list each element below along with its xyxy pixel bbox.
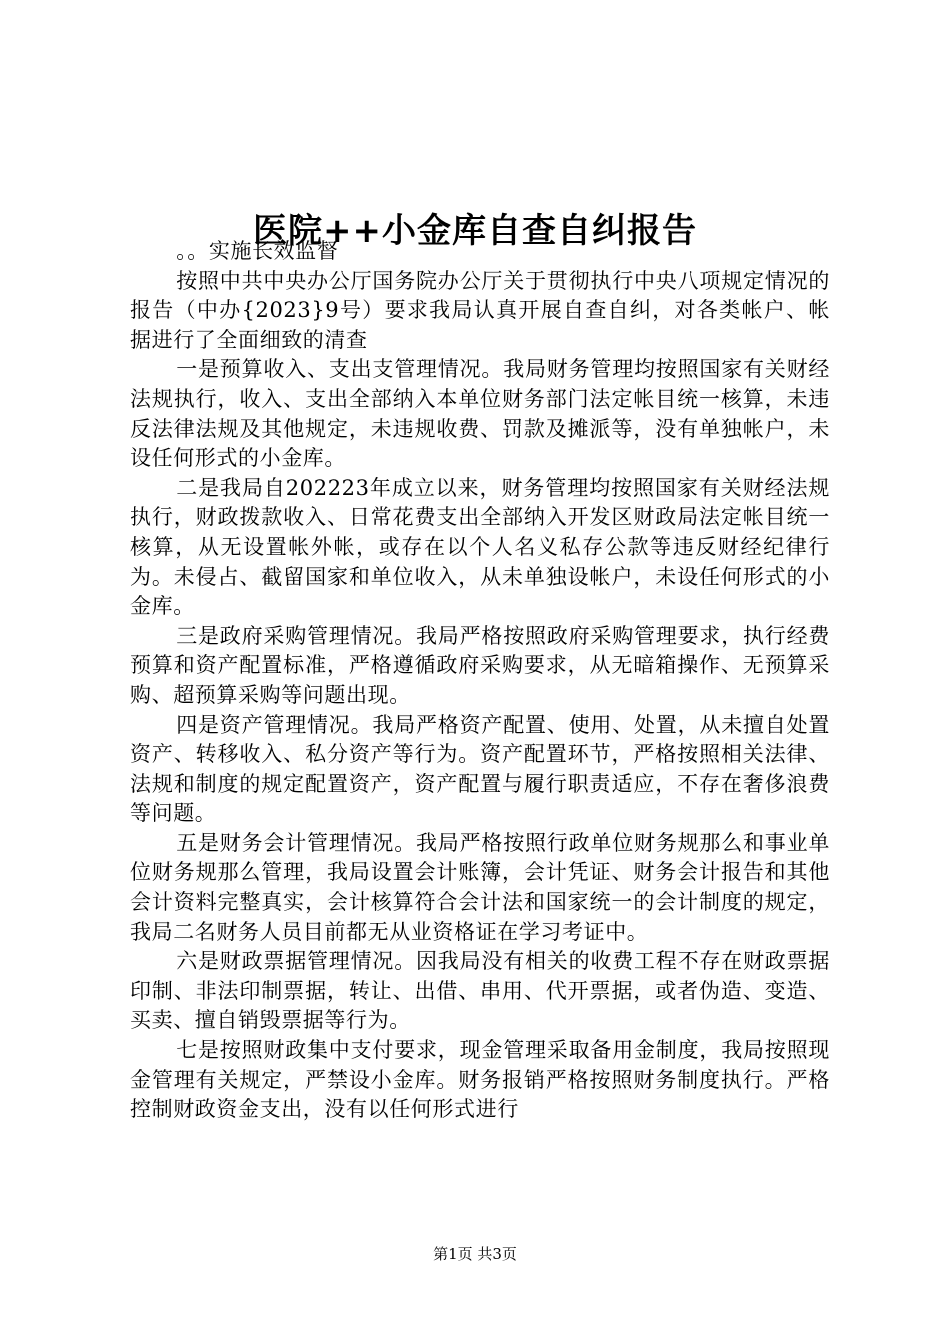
paragraph: 六是财政票据管理情况。因我局没有相关的收费工程不存在财政票据印制、非法印制票据，转让、出借、串用、代开票据，或者伪造、变造、买卖、擅自销毁票据等行为。 bbox=[130, 949, 830, 1033]
page-number-footer: 第1页 共3页 bbox=[433, 1245, 517, 1263]
paragraph: 。。实施长效监督 bbox=[176, 239, 339, 263]
paragraph: 一是预算收入、支出支管理情况。我局财务管理均按照国家有关财经法规执行，收入、支出全部纳入本单位财务部门法定帐目统一核算，未违反法律法规及其他规定，未违规收费、罚款及摊派等，没有单独帐户，未设任何形式的小金库。 bbox=[130, 357, 830, 471]
document-title: 医院++小金库自查自纠报告 bbox=[253, 210, 697, 251]
paragraph: 五是财务会计管理情况。我局严格按照行政单位财务规那么和事业单位财务规那么管理，我局设置会计账簿，会计凭证、财务会计报告和其他会计资料完整真实，会计核算符合会计法和国家统一的会计制度的规定，我局二名财务人员目前都无从业资格证在学习考证中。 bbox=[130, 830, 830, 944]
paragraph: 三是政府采购管理情况。我局严格按照政府采购管理要求，执行经费预算和资产配置标准，严格遵循政府采购要求，从无暗箱操作、无预算采购、超预算采购等问题出现。 bbox=[130, 623, 830, 707]
paragraph: 七是按照财政集中支付要求，现金管理采取备用金制度，我局按照现金管理有关规定，严禁设小金库。财务报销严格按照财务制度执行。严格控制财政资金支出，没有以任何形式进行 bbox=[130, 1038, 830, 1122]
paragraph: 二是我局自202223年成立以来，财务管理均按照国家有关财经法规执行，财政拨款收入、日常花费支出全部纳入开发区财政局法定帐目统一核算，从无设置帐外帐，或存在以个人名义私存公款等违反财经纪律行为。未侵占、截留国家和单位收入，从未单独设帐户，未设任何形式的小金库。 bbox=[130, 475, 830, 619]
paragraph: 按照中共中央办公厅国务院办公厅关于贯彻执行中央八项规定情况的报告（中办{2023}9号）要求我局认真开展自查自纠，对各类帐户、帐据进行了全面细致的清查 bbox=[130, 268, 830, 352]
document-body bbox=[130, 237, 830, 1125]
paragraph: 四是资产管理情况。我局严格资产配置、使用、处置，从未擅自处置资产、转移收入、私分资产等行为。资产配置环节，严格按照相关法律、法规和制度的规定配置资产，资产配置与履行职责适应，不存在奢侈浪费等问题。 bbox=[130, 712, 830, 826]
